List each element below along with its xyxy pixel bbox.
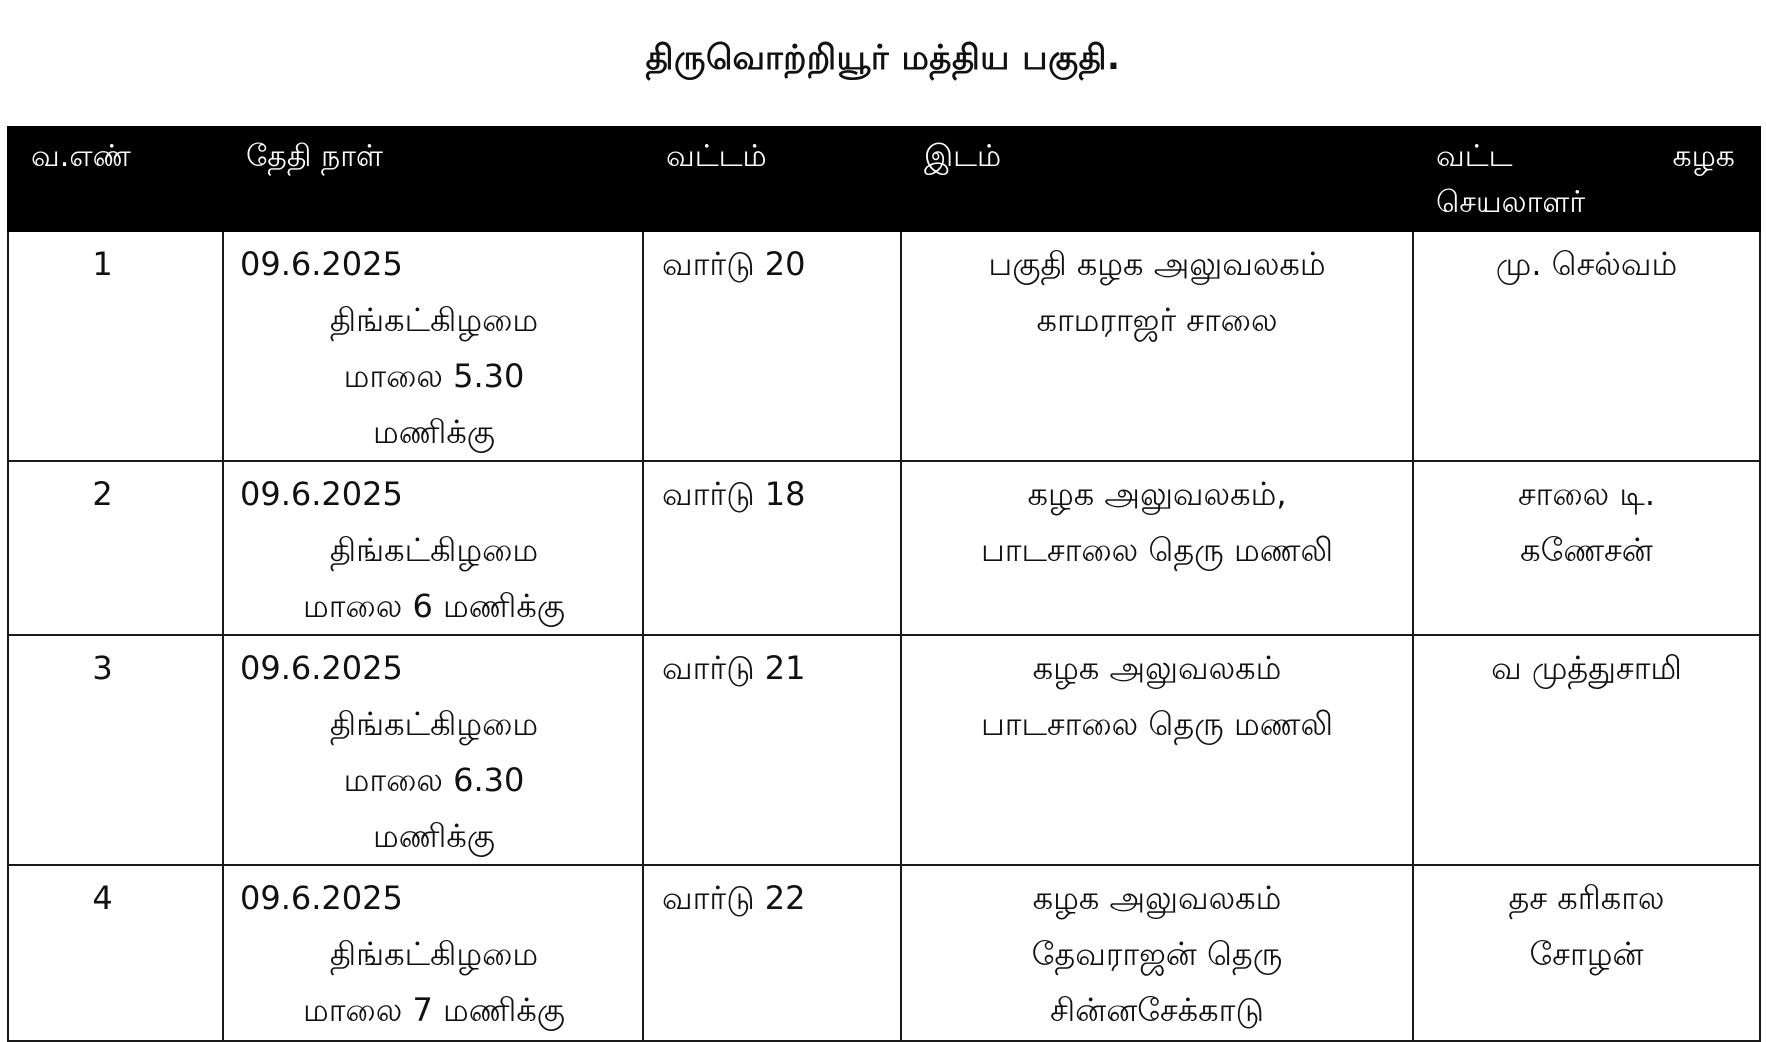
cell-time-line: மாலை 5.30 <box>343 357 525 395</box>
cell-secretary <box>1413 865 1760 1041</box>
table-row <box>8 231 1760 461</box>
cell-place-line: சின்னசேக்காடு <box>1050 991 1264 1029</box>
header-place: இடம் <box>901 127 1413 231</box>
cell-secretary <box>1413 231 1760 461</box>
cell-time-line: மாலை 6 மணிக்கு <box>302 587 566 625</box>
cell-place-line: கழக அலுவலகம், <box>1027 475 1287 513</box>
cell-place <box>901 635 1413 865</box>
table-row <box>8 461 1760 635</box>
cell-place-line: காமராஜர் சாலை <box>1036 301 1278 339</box>
header-secretary-line1 <box>1436 134 1735 180</box>
cell-serial: 2 <box>8 461 223 635</box>
cell-place <box>901 231 1413 461</box>
cell-date: 09.6.2025 <box>240 475 403 513</box>
cell-secretary-line: மு. செல்வம் <box>1495 245 1678 283</box>
header-secretary <box>1413 127 1760 231</box>
cell-secretary-line: தச கரிகால <box>1508 879 1665 917</box>
cell-secretary <box>1413 635 1760 865</box>
cell-day: திங்கட்கிழமை <box>329 531 539 569</box>
header-secretary-line2: செயலாளர் <box>1436 185 1586 220</box>
cell-time-line: மாலை 7 மணிக்கு <box>302 991 566 1029</box>
cell-place-line: பகுதி கழக அலுவலகம் <box>988 245 1326 283</box>
cell-place-line: பாடசாலை தெரு மணலி <box>980 531 1334 569</box>
cell-ward: வார்டு 18 <box>643 461 901 635</box>
table-row <box>8 865 1760 1041</box>
cell-serial: 1 <box>8 231 223 461</box>
cell-ward: வார்டு 21 <box>643 635 901 865</box>
cell-place-line: பாடசாலை தெரு மணலி <box>980 705 1334 743</box>
cell-place <box>901 865 1413 1041</box>
cell-date: 09.6.2025 <box>240 649 403 687</box>
cell-secretary <box>1413 461 1760 635</box>
cell-date: 09.6.2025 <box>240 879 403 917</box>
header-serial: வ.எண் <box>8 127 223 231</box>
cell-date-day <box>223 865 643 1041</box>
cell-day: திங்கட்கிழமை <box>329 935 539 973</box>
cell-secretary-line: கணேசன் <box>1520 531 1653 569</box>
table-header <box>8 127 1760 231</box>
cell-day: திங்கட்கிழமை <box>329 705 539 743</box>
header-ward: வட்டம் <box>643 127 901 231</box>
cell-place <box>901 461 1413 635</box>
header-row <box>8 127 1760 231</box>
cell-place-line: தேவராஜன் தெரு <box>1031 935 1283 973</box>
document-title: திருவொற்றியூர் மத்திய பகுதி. <box>645 38 1121 78</box>
cell-date-day <box>223 635 643 865</box>
header-secretary-word1: வட்ட <box>1436 139 1513 174</box>
cell-time-line: மணிக்கு <box>372 817 496 855</box>
cell-time-line: மாலை 6.30 <box>343 761 525 799</box>
cell-secretary-line: சோழன் <box>1529 935 1644 973</box>
cell-place-line: கழக அலுவலகம் <box>1032 879 1282 917</box>
cell-serial: 4 <box>8 865 223 1041</box>
cell-date: 09.6.2025 <box>240 245 403 283</box>
cell-day: திங்கட்கிழமை <box>329 301 539 339</box>
cell-date-day <box>223 461 643 635</box>
cell-ward: வார்டு 22 <box>643 865 901 1041</box>
cell-secretary-line: வ முத்துசாமி <box>1491 649 1682 687</box>
cell-date-day <box>223 231 643 461</box>
cell-secretary-line: சாலை டி. <box>1517 475 1656 513</box>
header-date-day: தேதி நாள் <box>223 127 643 231</box>
header-secretary-word2: கழக <box>1672 139 1735 174</box>
table-row <box>8 635 1760 865</box>
cell-place-line: கழக அலுவலகம் <box>1032 649 1282 687</box>
cell-ward: வார்டு 20 <box>643 231 901 461</box>
meeting-schedule-table <box>7 126 1761 1042</box>
cell-time-line: மணிக்கு <box>372 413 496 451</box>
table-body <box>8 231 1760 1041</box>
cell-serial: 3 <box>8 635 223 865</box>
